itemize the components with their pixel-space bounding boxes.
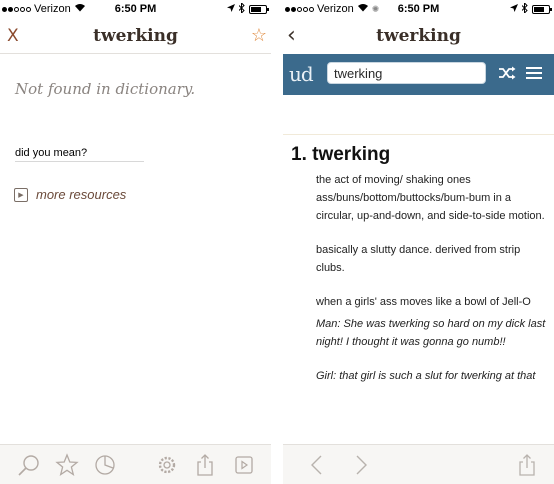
carrier-name: Verizon [317,3,354,15]
divider [283,134,554,135]
system-icons [227,3,267,16]
bluetooth-icon [239,3,245,16]
page-title: twerking [93,26,178,46]
back-button[interactable]: ‹ [287,23,296,48]
play-icon[interactable] [232,453,256,477]
definition-content [283,140,554,445]
carrier-name: Verizon [34,3,71,15]
shuffle-icon[interactable] [499,66,517,85]
activity-spinner-icon: ✺ [371,3,380,14]
page-title: twerking [376,26,461,46]
bluetooth-icon [522,3,528,16]
definition-body [316,171,548,385]
settings-icon[interactable] [155,453,179,477]
not-found-message: Not found in dictionary. [15,80,196,98]
system-icons [510,3,550,16]
example-text: Man: She was twerking so hard on my dick last night! I thought it was gonna go numb!! [316,318,546,348]
play-icon: ▶ [14,188,28,202]
navigation-bar [0,18,271,54]
bottom-toolbar [0,444,271,484]
definition-heading: 1. twerking [291,144,391,165]
definition-paragraph: basically a slutty dance. derived from strip clubs. [316,244,521,274]
menu-icon[interactable] [526,66,542,85]
location-icon [227,4,235,15]
forward-arrow-icon[interactable] [349,453,373,477]
navigation-bar [283,18,554,54]
search-input[interactable] [327,62,486,84]
did-you-mean-label: did you mean? [15,147,144,162]
favorite-star-icon[interactable]: ☆ [250,25,267,45]
more-resources-label: more resources [36,187,127,202]
history-icon[interactable] [93,453,117,477]
location-icon [510,4,518,15]
back-arrow-icon[interactable] [305,453,329,477]
status-time: 6:50 PM [114,3,157,15]
status-bar [0,0,271,18]
star-icon[interactable] [55,453,79,477]
dictionary-screen [0,0,271,484]
battery-icon [249,5,267,14]
definition-paragraph: the act of moving/ shaking ones ass/buns/bottom/buttocks/bum-bum in a circular, up-and-down, and side-to-side motion. [316,174,545,222]
close-button[interactable]: X [7,26,19,46]
bottom-toolbar [283,444,554,484]
status-bar [283,0,554,18]
status-time: 6:50 PM [397,3,440,15]
more-resources-link[interactable] [14,187,126,202]
example-text: Girl: that girl is such a slut for twerking at that [316,370,536,382]
battery-icon [532,5,550,14]
ud-logo[interactable]: ud [289,62,313,86]
definition-paragraph: when a girls' ass moves like a bowl of Jell-O [316,296,531,308]
share-icon[interactable] [515,453,539,477]
search-icon[interactable] [17,453,41,477]
share-icon[interactable] [193,453,217,477]
urban-dictionary-header [283,54,554,95]
urban-dictionary-screen [283,0,554,484]
